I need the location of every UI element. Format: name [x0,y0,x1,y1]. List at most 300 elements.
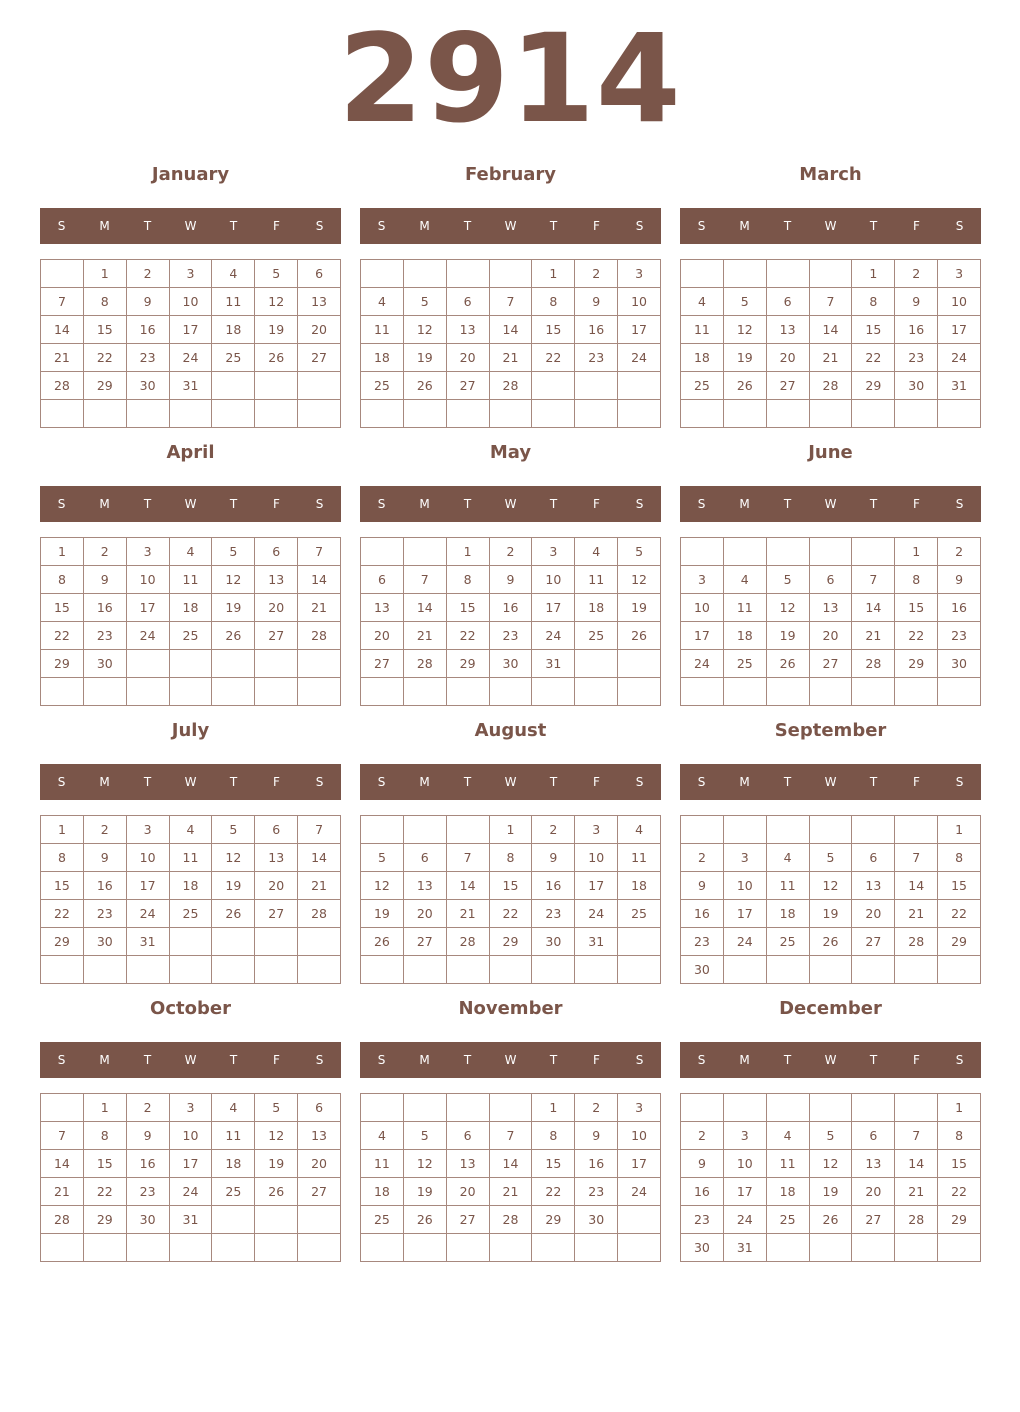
day-cell: 11 [170,844,213,872]
day-cell: 27 [361,650,404,678]
day-cell: 18 [575,594,618,622]
day-cell: 29 [447,650,490,678]
month-name: March [799,164,862,185]
day-cell: 27 [298,1178,341,1206]
weekday-label: F [593,497,600,511]
weekday-label: S [635,497,644,511]
day-cell: 12 [404,316,447,344]
day-cell: 4 [361,288,404,316]
day-cell: 20 [255,594,298,622]
day-cell: 15 [938,1150,981,1178]
empty-day-cell [724,678,767,706]
day-grid [360,1093,661,1262]
day-cell: 14 [490,1150,533,1178]
month-name: August [474,720,547,741]
weekday-label: S [635,219,644,233]
day-cell: 12 [212,566,255,594]
empty-day-cell [618,400,661,428]
weekday-label: W [184,1053,197,1067]
day-cell: 8 [41,844,84,872]
day-cell: 29 [84,1206,127,1234]
day-cell: 7 [490,1122,533,1150]
day-cell: 8 [532,1122,575,1150]
day-cell: 19 [810,1178,853,1206]
day-cell: 23 [84,622,127,650]
empty-day-cell [170,400,213,428]
day-cell: 28 [490,372,533,400]
day-cell: 6 [810,566,853,594]
day-cell: 20 [361,622,404,650]
day-cell: 28 [810,372,853,400]
weekday-header [360,1042,661,1078]
day-cell: 7 [298,538,341,566]
weekday-label: S [377,497,386,511]
empty-day-cell [852,816,895,844]
day-cell: 4 [212,1094,255,1122]
empty-day-cell [212,1206,255,1234]
day-cell: 1 [84,260,127,288]
day-cell: 16 [895,316,938,344]
day-cell: 16 [127,316,170,344]
day-cell: 2 [532,816,575,844]
day-cell: 18 [170,872,213,900]
weekday-label: T [869,219,878,233]
day-cell: 10 [575,844,618,872]
weekday-label: S [635,1053,644,1067]
day-cell: 22 [84,344,127,372]
day-cell: 17 [618,316,661,344]
day-cell: 5 [361,844,404,872]
day-cell: 25 [170,900,213,928]
month-name: May [489,442,532,463]
weekday-label: T [463,497,472,511]
day-cell: 9 [938,566,981,594]
day-cell: 16 [575,1150,618,1178]
day-cell: 30 [84,650,127,678]
empty-day-cell [447,956,490,984]
day-cell: 2 [938,538,981,566]
day-cell: 27 [852,1206,895,1234]
day-cell: 25 [618,900,661,928]
weekday-header [680,764,981,800]
day-cell: 1 [532,260,575,288]
empty-day-cell [41,956,84,984]
empty-day-cell [895,678,938,706]
day-cell: 26 [212,900,255,928]
empty-day-cell [767,260,810,288]
day-cell: 19 [255,1150,298,1178]
empty-day-cell [298,678,341,706]
day-cell: 13 [298,288,341,316]
empty-day-cell [255,650,298,678]
day-cell: 31 [127,928,170,956]
weekday-label: S [57,1053,66,1067]
weekday-label: M [739,219,750,233]
day-cell: 3 [575,816,618,844]
day-cell: 13 [447,1150,490,1178]
weekday-label: S [635,775,644,789]
weekday-label: F [593,775,600,789]
day-cell: 23 [127,1178,170,1206]
weekday-label: M [419,775,430,789]
weekday-header [40,1042,341,1078]
weekday-label: T [783,775,792,789]
empty-day-cell [41,1234,84,1262]
day-cell: 13 [447,316,490,344]
weekday-label: F [913,775,920,789]
empty-day-cell [895,1094,938,1122]
day-cell: 2 [84,816,127,844]
weekday-header [680,208,981,244]
day-cell: 4 [767,844,810,872]
empty-day-cell [298,928,341,956]
day-cell: 24 [938,344,981,372]
day-cell: 16 [681,1178,724,1206]
weekday-label: M [99,497,110,511]
weekday-header [680,486,981,522]
day-cell: 29 [895,650,938,678]
empty-day-cell [618,956,661,984]
weekday-label: W [504,1053,517,1067]
empty-day-cell [212,650,255,678]
day-cell: 9 [575,288,618,316]
day-cell: 21 [895,900,938,928]
day-cell: 29 [84,372,127,400]
weekday-label: M [99,1053,110,1067]
day-cell: 30 [895,372,938,400]
empty-day-cell [361,956,404,984]
empty-day-cell [724,538,767,566]
empty-day-cell [852,956,895,984]
empty-day-cell [532,1234,575,1262]
weekday-header [360,764,661,800]
empty-day-cell [618,678,661,706]
day-cell: 17 [127,594,170,622]
day-cell: 10 [724,1150,767,1178]
day-cell: 4 [575,538,618,566]
day-cell: 31 [938,372,981,400]
day-cell: 14 [852,594,895,622]
weekday-label: T [549,1053,558,1067]
day-cell: 12 [810,872,853,900]
empty-day-cell [127,1234,170,1262]
day-cell: 28 [298,622,341,650]
empty-day-cell [724,400,767,428]
day-cell: 19 [212,872,255,900]
day-cell: 6 [447,1122,490,1150]
day-cell: 25 [212,1178,255,1206]
day-cell: 15 [41,872,84,900]
empty-day-cell [490,678,533,706]
empty-day-cell [84,678,127,706]
empty-day-cell [298,956,341,984]
day-cell: 8 [84,1122,127,1150]
empty-day-cell [447,260,490,288]
day-cell: 14 [298,566,341,594]
empty-day-cell [404,678,447,706]
day-cell: 16 [938,594,981,622]
empty-day-cell [767,816,810,844]
weekday-header [360,486,661,522]
day-cell: 14 [895,872,938,900]
weekday-label: T [783,1053,792,1067]
empty-day-cell [447,678,490,706]
weekday-label: F [273,1053,280,1067]
day-cell: 25 [212,344,255,372]
day-cell: 15 [532,1150,575,1178]
empty-day-cell [212,1234,255,1262]
empty-day-cell [681,816,724,844]
day-cell: 24 [127,900,170,928]
day-cell: 13 [767,316,810,344]
empty-day-cell [404,1234,447,1262]
empty-day-cell [767,1234,810,1262]
weekday-label: F [913,219,920,233]
empty-day-cell [938,400,981,428]
day-cell: 12 [255,1122,298,1150]
day-cell: 22 [938,1178,981,1206]
day-cell: 19 [618,594,661,622]
weekday-label: S [955,219,964,233]
day-cell: 9 [532,844,575,872]
empty-day-cell [490,1094,533,1122]
day-grid [360,537,661,706]
empty-day-cell [681,678,724,706]
empty-day-cell [575,400,618,428]
day-cell: 27 [404,928,447,956]
day-cell: 1 [895,538,938,566]
month-name: June [808,442,853,463]
day-cell: 11 [681,316,724,344]
day-cell: 12 [404,1150,447,1178]
empty-day-cell [447,816,490,844]
day-cell: 15 [84,316,127,344]
day-cell: 31 [575,928,618,956]
day-cell: 17 [127,872,170,900]
empty-day-cell [724,1094,767,1122]
empty-day-cell [41,400,84,428]
day-cell: 9 [681,1150,724,1178]
day-cell: 24 [127,622,170,650]
weekday-label: T [229,219,238,233]
day-cell: 10 [532,566,575,594]
day-cell: 15 [84,1150,127,1178]
day-cell: 5 [255,1094,298,1122]
month-name: July [171,720,210,741]
empty-day-cell [170,678,213,706]
day-cell: 14 [895,1150,938,1178]
day-cell: 22 [938,900,981,928]
day-cell: 1 [852,260,895,288]
day-cell: 21 [447,900,490,928]
empty-day-cell [575,678,618,706]
day-cell: 10 [938,288,981,316]
empty-day-cell [575,372,618,400]
day-grid [360,259,661,428]
day-cell: 24 [618,1178,661,1206]
day-cell: 3 [938,260,981,288]
day-cell: 8 [895,566,938,594]
day-cell: 11 [212,288,255,316]
day-cell: 27 [447,372,490,400]
empty-day-cell [767,400,810,428]
day-cell: 8 [490,844,533,872]
day-cell: 23 [938,622,981,650]
day-cell: 9 [127,288,170,316]
day-cell: 25 [361,1206,404,1234]
weekday-label: M [739,775,750,789]
empty-day-cell [298,650,341,678]
day-cell: 1 [41,538,84,566]
day-cell: 5 [212,538,255,566]
day-cell: 25 [170,622,213,650]
weekday-label: M [419,497,430,511]
day-cell: 4 [767,1122,810,1150]
day-cell: 26 [810,928,853,956]
month-name: December [779,998,882,1019]
day-cell: 10 [681,594,724,622]
day-cell: 18 [361,1178,404,1206]
empty-day-cell [255,928,298,956]
day-cell: 8 [852,288,895,316]
empty-day-cell [404,260,447,288]
day-cell: 11 [767,872,810,900]
day-cell: 30 [938,650,981,678]
day-cell: 16 [84,872,127,900]
day-cell: 3 [170,1094,213,1122]
day-cell: 7 [41,288,84,316]
empty-day-cell [84,400,127,428]
day-cell: 4 [681,288,724,316]
day-cell: 6 [852,844,895,872]
day-cell: 26 [255,1178,298,1206]
day-grid [680,815,981,984]
day-cell: 13 [298,1122,341,1150]
day-cell: 24 [724,1206,767,1234]
empty-day-cell [810,678,853,706]
day-cell: 10 [618,288,661,316]
day-cell: 11 [170,566,213,594]
day-cell: 26 [810,1206,853,1234]
day-cell: 23 [895,344,938,372]
empty-day-cell [298,400,341,428]
day-cell: 7 [852,566,895,594]
day-cell: 1 [447,538,490,566]
weekday-label: S [697,1053,706,1067]
weekday-label: T [463,219,472,233]
day-cell: 19 [724,344,767,372]
empty-day-cell [490,956,533,984]
day-cell: 26 [404,372,447,400]
day-cell: 14 [810,316,853,344]
weekday-label: W [824,497,837,511]
day-cell: 18 [618,872,661,900]
day-cell: 24 [575,900,618,928]
day-cell: 13 [852,872,895,900]
day-cell: 19 [767,622,810,650]
weekday-label: M [99,219,110,233]
day-cell: 29 [938,1206,981,1234]
empty-day-cell [212,678,255,706]
empty-day-cell [447,1234,490,1262]
day-cell: 6 [767,288,810,316]
day-cell: 21 [404,622,447,650]
day-cell: 30 [681,956,724,984]
weekday-label: T [143,497,152,511]
day-cell: 28 [447,928,490,956]
empty-day-cell [852,1234,895,1262]
weekday-label: M [99,775,110,789]
day-cell: 30 [490,650,533,678]
empty-day-cell [895,816,938,844]
day-cell: 5 [810,844,853,872]
day-cell: 16 [84,594,127,622]
weekday-label: T [549,219,558,233]
day-cell: 6 [361,566,404,594]
weekday-label: T [229,1053,238,1067]
empty-day-cell [852,1094,895,1122]
empty-day-cell [681,400,724,428]
weekday-label: T [229,497,238,511]
day-cell: 22 [490,900,533,928]
day-cell: 16 [681,900,724,928]
day-cell: 12 [724,316,767,344]
day-cell: 8 [84,288,127,316]
day-cell: 11 [361,316,404,344]
weekday-label: W [184,219,197,233]
day-cell: 9 [681,872,724,900]
day-cell: 23 [575,1178,618,1206]
day-cell: 20 [255,872,298,900]
empty-day-cell [255,1234,298,1262]
day-cell: 23 [575,344,618,372]
day-cell: 10 [127,566,170,594]
day-cell: 30 [575,1206,618,1234]
weekday-label: M [419,219,430,233]
empty-day-cell [938,956,981,984]
empty-day-cell [404,816,447,844]
day-cell: 7 [895,1122,938,1150]
day-cell: 22 [84,1178,127,1206]
day-cell: 4 [170,538,213,566]
empty-day-cell [938,678,981,706]
day-cell: 13 [810,594,853,622]
day-cell: 24 [724,928,767,956]
weekday-label: S [315,497,324,511]
day-cell: 8 [938,844,981,872]
day-cell: 7 [41,1122,84,1150]
empty-day-cell [810,400,853,428]
empty-day-cell [575,650,618,678]
day-cell: 27 [810,650,853,678]
day-cell: 2 [127,260,170,288]
day-cell: 28 [895,1206,938,1234]
empty-day-cell [810,1234,853,1262]
day-cell: 23 [127,344,170,372]
day-cell: 2 [490,538,533,566]
empty-day-cell [767,1094,810,1122]
day-cell: 2 [575,1094,618,1122]
day-grid [680,1093,981,1262]
day-cell: 18 [212,1150,255,1178]
empty-day-cell [724,816,767,844]
empty-day-cell [212,928,255,956]
weekday-header [40,764,341,800]
day-cell: 7 [447,844,490,872]
day-cell: 31 [170,372,213,400]
empty-day-cell [127,678,170,706]
day-cell: 11 [724,594,767,622]
